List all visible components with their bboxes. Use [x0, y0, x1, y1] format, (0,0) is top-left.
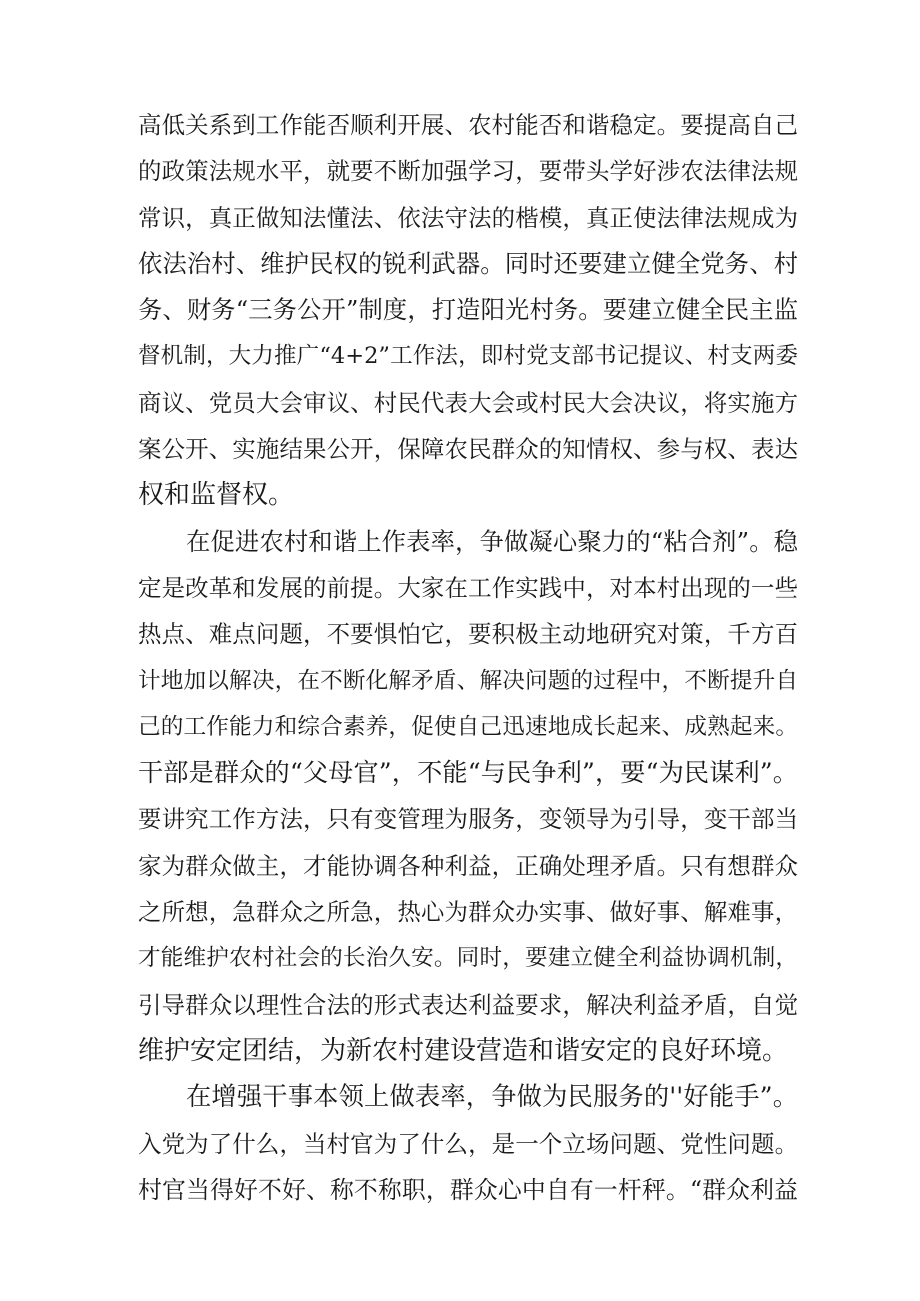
- text-line: 在增强干事本领上做表率，争做为民服务的''好能手”。: [186, 1082, 798, 1112]
- text-line: 才能维护农村社会的长治久安。同时，要建立健全利益协调机制，: [138, 945, 798, 972]
- text-line: 入党为了什么，当村官为了什么，是一个立场问题、党性问题。: [138, 1129, 798, 1158]
- text-line: 维护安定团结，为新农村建设营造和谐安定的良好环境。: [138, 1035, 789, 1066]
- text-line: 权和监督权。: [138, 480, 295, 511]
- text-line: 定是改革和发展的前提。大家在工作实践中，对本村出现的一些: [138, 573, 798, 602]
- body-text: [138, 102, 798, 1213]
- text-line: 案公开、实施结果公开，保障农民群众的知情权、参与权、表达: [138, 435, 798, 464]
- text-line: 的政策法规水平，就要不断加强学习，要带头学好涉农法律法规: [138, 157, 798, 186]
- text-line: 己的工作能力和综合素养，促使自己迅速地成长起来、成熟起来。: [138, 713, 798, 740]
- text-line: 村官当得好不好、称不称职，群众心中自有一杆秤。“群众利益: [138, 1175, 798, 1204]
- text-line: 督机制，大力推广“4+2”工作法，即村党支部书记提议、村支两委: [138, 343, 798, 370]
- text-line: 之所想，急群众之所急，热心为群众办实事、做好事、解难事，: [138, 898, 798, 927]
- text-line: 依法治村、维护民权的锐利武器。同时还要建立健全党务、村: [138, 248, 798, 278]
- text-line: 务、财务“三务公开”制度，打造阳光村务。要建立健全民主监: [138, 295, 798, 325]
- text-line: 干部是群众的“父母官”，不能“与民争利”，要“为民谋利”。: [138, 758, 798, 788]
- text-line: 引导群众以理性合法的形式表达利益要求，解决利益矛盾，自觉: [138, 990, 798, 1019]
- text-line: 热点、难点问题，不要惧怕它，要积极主动地研究对策，千方百: [138, 620, 798, 649]
- text-line: 常识，真正做知法懂法、依法守法的楷模，真正使法律法规成为: [138, 203, 798, 232]
- text-line: 高低关系到工作能否顺利开展、农村能否和谐稳定。要提高自己: [138, 111, 798, 139]
- text-line: 计地加以解决，在不断化解矛盾、解决问题的过程中，不断提升自: [138, 667, 798, 694]
- text-line: 要讲究工作方法，只有变管理为服务，变领导为引导，变干部当: [138, 805, 798, 834]
- text-line: 家为群众做主，才能协调各种利益，正确处理矛盾。只有想群众: [138, 851, 798, 880]
- text-line: 在促进农村和谐上作表率，争做凝心聚力的“粘合剂”。稳: [186, 526, 798, 556]
- text-line: 商议、党员大会审议、村民代表大会或村民大会决议，将实施方: [138, 388, 798, 417]
